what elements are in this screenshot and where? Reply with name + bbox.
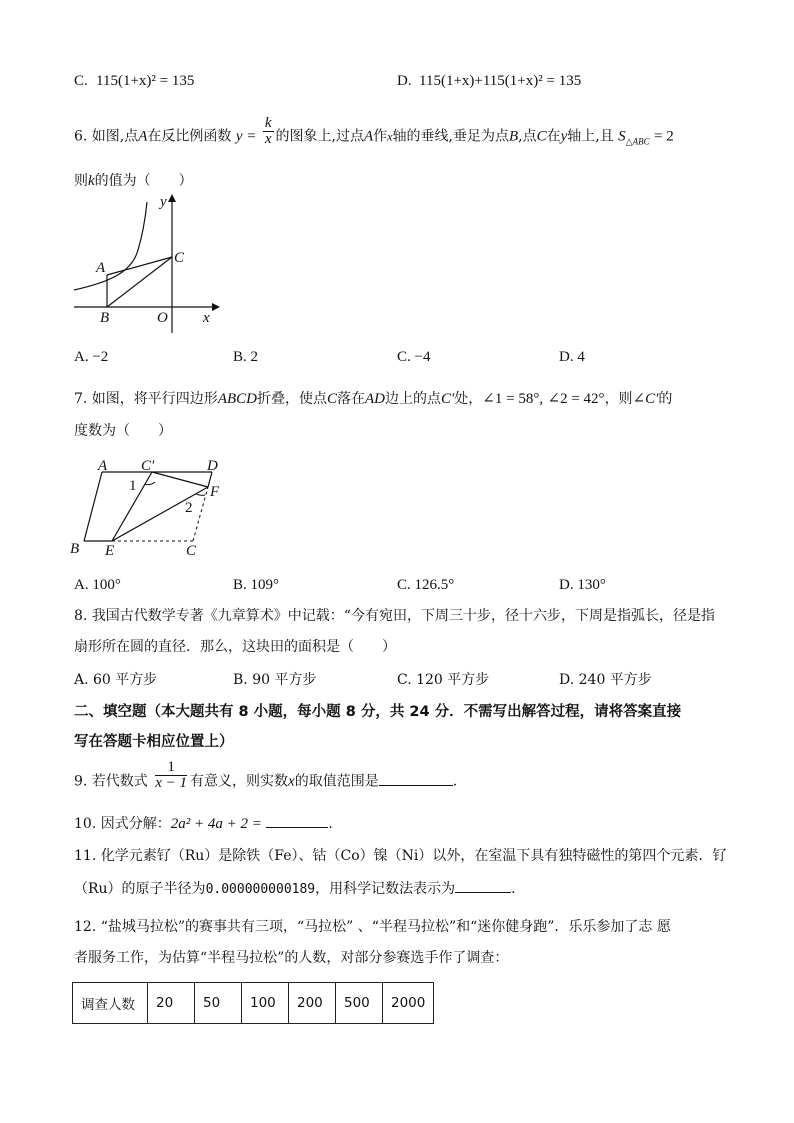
- q6-y-arrow: [168, 194, 176, 202]
- q6-label-x: x: [203, 310, 210, 326]
- q12-table-cell: 200: [289, 983, 336, 1024]
- q11-text: （Ru）的原子半径为: [74, 881, 206, 897]
- q6-x: x: [387, 129, 393, 144]
- q7-figure: [66, 452, 236, 562]
- q7-angle1: ∠1 = 58°,: [482, 391, 544, 407]
- q7-stem-line2: 度数为（ ）: [74, 423, 172, 439]
- q8-option-b: B. 90 平方步: [233, 672, 317, 688]
- q7-text: 7. 如图，将平行四边形: [74, 391, 218, 407]
- q6-label-o: O: [157, 310, 168, 326]
- q7-fold-cpf: [152, 472, 208, 487]
- q7-angle-cprime: ∠C′: [632, 391, 659, 407]
- q6-text: 则: [74, 173, 88, 189]
- q6-text: 在反比例函数: [147, 128, 232, 145]
- q6-point-a: A: [364, 128, 374, 145]
- q6-label-y: y: [160, 194, 167, 210]
- q7-text: 边上的点: [385, 391, 441, 407]
- q9-x: x: [288, 773, 295, 790]
- q7-point-c: C: [326, 391, 337, 407]
- q9-text: 有意义，则实数: [190, 773, 289, 790]
- q6-text: 在: [546, 128, 561, 145]
- q7-text: 的: [658, 391, 673, 407]
- q6-stem-line2: [74, 174, 193, 189]
- q11-stem-line1: 11. 化学元素钌（Ru）是除铁（Fe）、钴（Co）镍（Ni）以外，在室温下具有独特磁性的第四个元素．钌: [74, 848, 727, 864]
- q7-label-cprime: C′: [141, 458, 155, 474]
- q6-point-c: C: [536, 128, 547, 145]
- q6-option-d: D. 4: [559, 349, 585, 365]
- q9-answer-blank: [379, 773, 453, 786]
- q6-segment-bc: [107, 257, 172, 307]
- q7-side-ab: [84, 472, 102, 541]
- q7-text: 落在: [337, 391, 365, 407]
- q5-option-c-letter: C.: [74, 73, 88, 89]
- q6-option-b: B. 2: [233, 349, 259, 365]
- q6-y: y: [560, 128, 568, 145]
- q9-fraction: [155, 760, 187, 791]
- q6-text: ,点: [518, 128, 537, 145]
- q6-func-y: y =: [235, 128, 257, 145]
- q7-label-2: 2: [185, 500, 193, 516]
- q7-label-d: D: [207, 458, 218, 474]
- q8-option-d: D. 240 平方步: [559, 672, 652, 688]
- q8-option-c: C. 120 平方步: [397, 672, 490, 688]
- q6-fraction-denominator: x: [264, 131, 272, 147]
- section2-heading-line2: 写在答题卡相应位置上）: [74, 734, 234, 750]
- q10-answer-blank: [266, 815, 328, 828]
- q7-option-d: D. 130°: [559, 577, 606, 593]
- q7-label-1: 1: [129, 478, 137, 494]
- q6-point-b: B: [508, 128, 519, 145]
- q6-hyperbola: [74, 202, 147, 290]
- q7-text: ，则: [604, 391, 633, 407]
- q7-label-f: F: [210, 484, 220, 500]
- q10-stem: [74, 815, 333, 832]
- q6-fraction-numerator: k: [264, 115, 272, 131]
- q7-label-a: A: [98, 458, 108, 474]
- q7-abcd: ABCD: [217, 391, 257, 407]
- q6-point-a: A: [138, 128, 148, 145]
- q6-text: 的图象上,过点: [275, 128, 364, 145]
- q7-stem: [74, 392, 672, 407]
- q9-fraction-numerator: 1: [155, 760, 187, 776]
- q9-text: 的取值范围是: [294, 773, 379, 790]
- q7-label-b: B: [70, 541, 80, 557]
- q10-text: 10. 因式分解：: [74, 816, 171, 832]
- table-row: [73, 983, 434, 1024]
- q7-angle2: ∠2 = 42°: [547, 391, 605, 407]
- q7-text: 折叠，使点: [256, 391, 327, 407]
- q8-option-a: A. 60 平方步: [74, 672, 158, 688]
- q9-text: .: [452, 773, 458, 790]
- q6-option-c: C. −4: [397, 349, 431, 365]
- q5-option-d-letter: D.: [397, 73, 412, 89]
- q6-text: 的值为（ ）: [94, 173, 193, 189]
- q6-area-sub: △ABC: [625, 136, 650, 147]
- q12-survey-table: [72, 982, 434, 1024]
- q8-stem-line2: 扇形所在圆的直径．那么，这块田的面积是（ ）: [74, 639, 396, 655]
- q8-stem-line1: 8. 我国古代数学专著《九章算术》中记载：“今有宛田，下周三十步，径十六步，下周是指弧长，径是指: [74, 608, 715, 624]
- q11-text: ，用科学记数法表示为: [315, 881, 456, 897]
- q5-option-c-expression: 115(1+x)² = 135: [96, 73, 195, 89]
- q12-table-cell: 2000: [383, 983, 434, 1024]
- q12-table-cell: 20: [148, 983, 195, 1024]
- q6-text: 6. 如图,点: [74, 128, 139, 145]
- q7-label-e: E: [105, 543, 115, 559]
- q6-area-eq: = 2: [654, 128, 674, 145]
- q12-stem-line2: 者服务工作，为估算“半程马拉松”的人数，对部分参赛选手作了调查：: [74, 950, 509, 966]
- q11-number: 0.000000000189: [205, 882, 316, 897]
- q6-text: 作: [373, 128, 388, 145]
- q7-option-c: C. 126.5°: [397, 577, 455, 593]
- q12-table-cell: 100: [242, 983, 289, 1024]
- q7-ad: AD: [365, 391, 385, 407]
- q11-answer-blank: [455, 880, 511, 893]
- q12-stem-line1: 12. “盐城马拉松”的赛事共有三项，“马拉松” 、“半程马拉松”和“迷你健身跑”．乐乐参加了志 愿: [74, 919, 671, 935]
- q7-fold-ef: [112, 487, 208, 541]
- q6-fraction: [263, 116, 274, 147]
- q6-stem: [74, 115, 674, 147]
- q6-x-arrow: [212, 303, 220, 311]
- q6-k: k: [88, 173, 95, 189]
- q9-stem: [74, 759, 458, 791]
- q7-option-b: B. 109°: [233, 577, 280, 593]
- q6-option-a: A. −2: [74, 349, 109, 365]
- q6-label-a: A: [96, 260, 106, 276]
- q9-text: 9. 若代数式: [74, 773, 148, 790]
- q6-segment-ac: [107, 257, 172, 275]
- q6-text: 轴上,且: [567, 128, 614, 145]
- q11-stem-line2: [74, 880, 516, 896]
- q10-expression: 2a² + 4a + 2 =: [170, 816, 262, 832]
- q6-area-s: S: [618, 128, 626, 145]
- q11-text: .: [511, 881, 516, 897]
- q6-label-b: B: [100, 310, 110, 326]
- q6-text: 轴的垂线,垂足为点: [392, 128, 509, 145]
- q12-table-header: 调查人数: [73, 983, 148, 1024]
- q6-label-c: C: [174, 250, 185, 266]
- q12-table-cell: 50: [195, 983, 242, 1024]
- q7-text: 处，: [454, 391, 483, 407]
- section2-heading-line1: 二、填空题（本大题共有 8 小题，每小题 8 分，共 24 分．不需写出解答过程，请将答案直接: [74, 704, 682, 720]
- q7-angle2-arc: [196, 494, 205, 495]
- q7-point-cprime: C′: [441, 391, 455, 407]
- q5-option-d-expression: 115(1+x)+115(1+x)² = 135: [419, 73, 582, 89]
- q7-option-a: A. 100°: [74, 577, 121, 593]
- q6-figure: [60, 190, 230, 340]
- q7-label-c: C: [186, 543, 197, 559]
- q12-table-cell: 500: [336, 983, 383, 1024]
- q10-text: .: [328, 816, 333, 832]
- q9-fraction-denominator: x − 1: [155, 775, 188, 791]
